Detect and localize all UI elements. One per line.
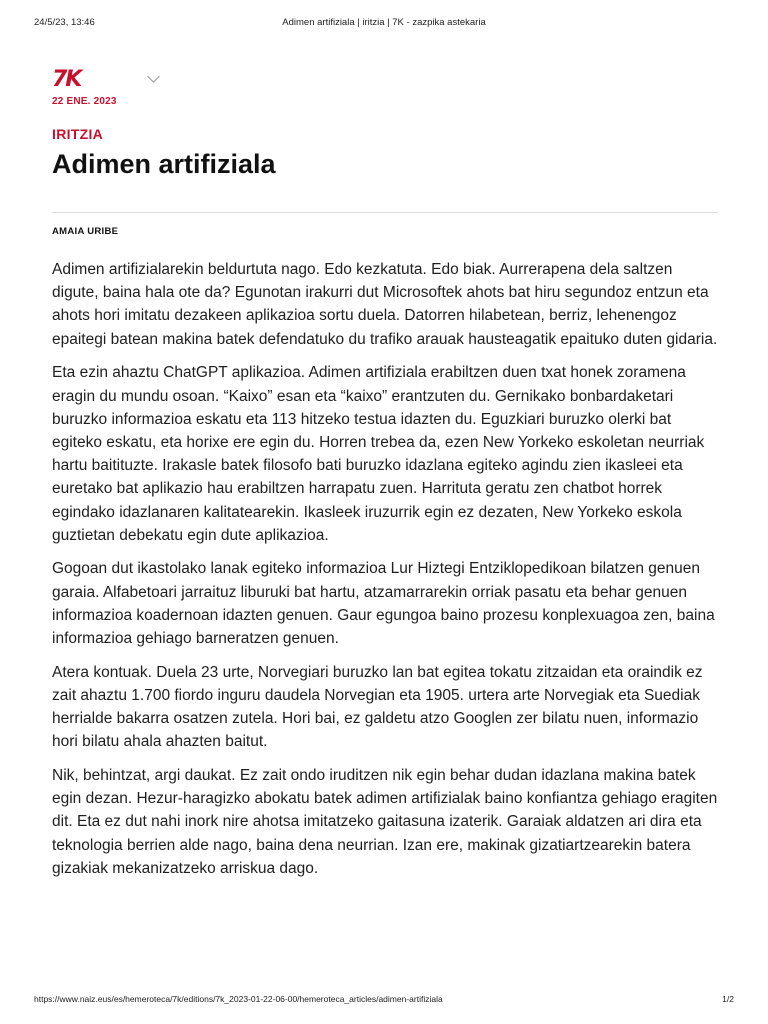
article-date: 22 ENE. 2023 bbox=[52, 96, 117, 107]
section-label[interactable]: IRITZIA bbox=[52, 126, 104, 142]
divider bbox=[52, 212, 718, 213]
page-number: 1/2 bbox=[722, 994, 734, 1004]
article-paragraph: Nik, behintzat, argi daukat. Ez zait ondo iruditzen nik egin behar dudan idazlana makina batek egin dezan. Hezur-haragizko abokatu batek adimen artifizialak baino konfiantza gehiago eragiten dit. Eta ez dut nahi inork nire ahotsa imitatzeko gaitasuna izaterik. Garaiak aldatzen ari dira eta teknologia berrien alde nago, baina dena neurrian. Izan ere, makinak gizatiartzearekin batera gizakiak mekanizatzeko arriskua dago. bbox=[52, 767, 718, 877]
print-header bbox=[0, 17, 768, 31]
chevron-down-icon[interactable] bbox=[147, 70, 160, 83]
article-body bbox=[52, 258, 720, 891]
brand-bar bbox=[52, 68, 80, 92]
print-date: 24/5/23, 13:46 bbox=[34, 17, 95, 28]
author-name: AMAIA URIBE bbox=[52, 226, 119, 237]
article-paragraph: Eta ezin ahaztu ChatGPT aplikazioa. Adimen artifiziala erabiltzen duen txat honek zoramena eragin du mundu osoan. “Kaixo” esan eta “kaixo” erantzuten du. Gernikako bonbardaketari buruzko informazioa eskatu eta 113 hitzeko testua idazten du. Eguzkiari buruzko olerki bat egiteko eskatu, eta horixe ere egin du. Horren trebea da, ezen New Yorkeko eskoletan neurriak hartu baitituzte. Irakasle batek filosofo bati buruzko idazlana egiteko agindu zien ikasleei eta euretako bat aplikazio hau erabiltzen harrapatu zuen. Harrituta geratu zen chatbot horrek egindako idazlanaren kalitatearekin. Ikasleek iruzurrik egin ez dezaten, New Yorkeko eskola guztietan debekatu egin dute aplikazioa. bbox=[52, 364, 705, 544]
print-title: Adimen artifiziala | iritzia | 7K - zazpika astekaria bbox=[282, 17, 486, 28]
article-paragraph: Adimen artifizialarekin beldurtuta nago. Edo kezkatuta. Edo biak. Aurrerapena dela saltzen digute, baina hala ote da? Egunotan irakurri dut Microsoftek ahots bat hiru segundoz entzun eta ahots hori imitatu dezakeen aplikazioa sortu duela. Datorren hilabetean, berriz, lehenengoz epaitegi batean makina batek defendatuko du trafiko arauak hausteagatik epaituko duten gidaria. bbox=[52, 261, 718, 348]
print-url: https://www.naiz.eus/es/hemeroteca/7k/editions/7k_2023-01-22-06-00/hemeroteca_articles/adimen-artifiziala bbox=[34, 994, 443, 1004]
article-paragraph: Atera kontuak. Duela 23 urte, Norvegiari buruzko lan bat egitea tokatu zitzaidan eta oraindik ez zait ahaztu 1.700 fiordo inguru daudela Norvegian eta 1905. urtera arte Norvegiak eta Suediak herrialde bakarra osatzen zutela. Hori bai, ez galdetu atzo Googlen zer bilatu nuen, informazio hori bilatu ahala ahazten baitut. bbox=[52, 663, 703, 751]
7k-logo[interactable]: 7K bbox=[52, 67, 81, 92]
article-paragraph: Gogoan dut ikastolako lanak egiteko informazioa Lur Hiztegi Entziklopedikoan bilatzen genuen garaia. Alfabetoari jarraituz liburuki bat hartu, atzamarrarekin orriak pasatu eta behar genuen informazioa koadernoan idazten genuen. Gaur egungoa baino prozesu konplexuagoa zen, baina informazioa gehiago barneratzen genuen. bbox=[52, 560, 715, 648]
print-footer bbox=[0, 994, 768, 1006]
page-title: Adimen artifiziala bbox=[52, 149, 276, 179]
